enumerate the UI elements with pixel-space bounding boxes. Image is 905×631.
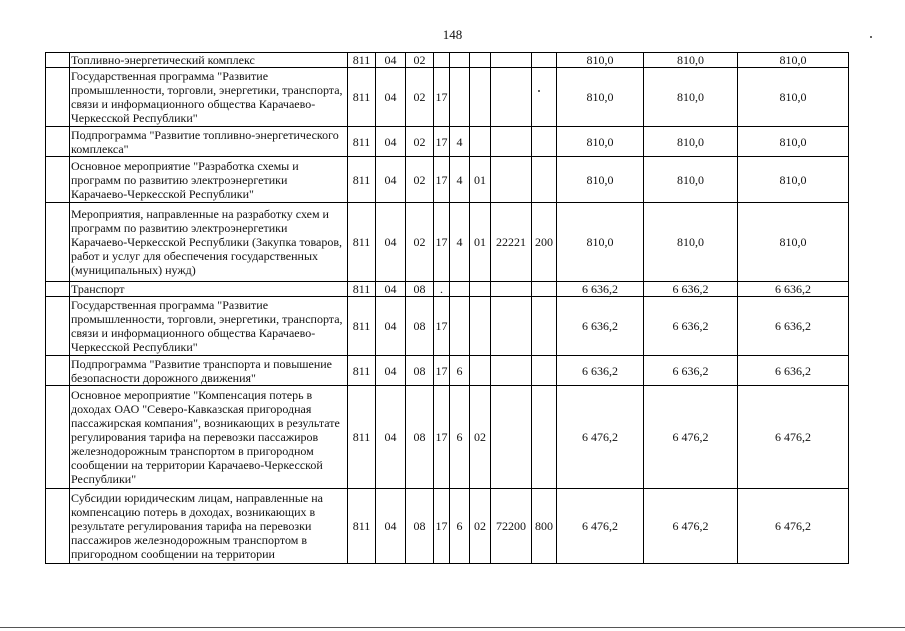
sum-year3-cell: 6 636,2 <box>738 282 849 297</box>
code-pr-cell: 08 <box>406 356 434 386</box>
row-name-cell: Основное мероприятие "Компенсация потерь в доходах ОАО "Северо-Кавказская пригородная пассажирская компания", возникающих в результате регулирования тарифа на перевозки пассажиров железнодорожным транспортом в пригородном сообщении на территории Карачаево-Черкесской Республики" <box>70 386 348 489</box>
page-bottom-edge <box>0 627 905 628</box>
code-pr-cell: 02 <box>406 53 434 68</box>
row-index-cell <box>46 386 70 489</box>
code-cs-subprogram-cell: 4 <box>450 157 470 203</box>
code-gr-cell: 811 <box>348 53 376 68</box>
code-cs-subprogram-cell: 4 <box>450 127 470 157</box>
code-pr-cell: 02 <box>406 68 434 127</box>
sum-year2-cell: 6 636,2 <box>644 282 738 297</box>
code-cs-subprogram-cell: 6 <box>450 386 470 489</box>
code-cs-subprogram-cell <box>450 68 470 127</box>
code-rz-cell: 04 <box>376 386 406 489</box>
code-pr-cell: 08 <box>406 489 434 564</box>
code-vr-cell <box>532 386 557 489</box>
row-name-cell: Субсидии юридическим лицам, направленные на компенсацию потерь в доходах, возникающих в результате регулирования тарифа на перевозки пассажиров железнодорожным транспортом в пригородном сообщении на территории <box>70 489 348 564</box>
sum-year3-cell: 810,0 <box>738 127 849 157</box>
sum-year2-cell: 810,0 <box>644 127 738 157</box>
row-index-cell <box>46 356 70 386</box>
sum-year3-cell: 6 636,2 <box>738 356 849 386</box>
code-cs-program-cell: 17 <box>434 489 450 564</box>
code-cs-subprogram-cell <box>450 297 470 356</box>
row-name-cell: Подпрограмма "Развитие транспорта и повышение безопасности дорожного движения" <box>70 356 348 386</box>
code-pr-cell: 08 <box>406 297 434 356</box>
code-cs-direction-cell <box>491 386 532 489</box>
code-gr-cell: 811 <box>348 203 376 282</box>
code-cs-direction-cell <box>491 157 532 203</box>
code-cs-program-cell: 17 <box>434 68 450 127</box>
code-cs-event-cell <box>470 68 491 127</box>
sum-year3-cell: 810,0 <box>738 157 849 203</box>
sum-year1-cell: 810,0 <box>557 127 644 157</box>
code-gr-cell: 811 <box>348 489 376 564</box>
sum-year3-cell: 6 636,2 <box>738 297 849 356</box>
code-cs-subprogram-cell: 6 <box>450 356 470 386</box>
code-pr-cell: 08 <box>406 386 434 489</box>
sum-year2-cell: 6 636,2 <box>644 297 738 356</box>
code-pr-cell: 02 <box>406 203 434 282</box>
code-cs-event-cell <box>470 127 491 157</box>
code-cs-program-cell: 17 <box>434 386 450 489</box>
code-cs-event-cell <box>470 356 491 386</box>
sum-year1-cell: 810,0 <box>557 68 644 127</box>
code-cs-subprogram-cell <box>450 282 470 297</box>
row-name-cell: Подпрограмма "Развитие топливно-энергетического комплекса" <box>70 127 348 157</box>
code-cs-event-cell <box>470 53 491 68</box>
code-cs-subprogram-cell: 4 <box>450 203 470 282</box>
code-rz-cell: 04 <box>376 68 406 127</box>
code-cs-program-cell: 17 <box>434 127 450 157</box>
row-index-cell <box>46 282 70 297</box>
code-vr-cell <box>532 356 557 386</box>
sum-year1-cell: 6 636,2 <box>557 282 644 297</box>
table-row <box>46 297 849 356</box>
sum-year1-cell: 810,0 <box>557 157 644 203</box>
code-cs-program-cell: 17 <box>434 297 450 356</box>
table-row <box>46 489 849 564</box>
row-name-cell: Основное мероприятие "Разработка схемы и программ по развитию электроэнергетики Карачаево-Черкесской Республики" <box>70 157 348 203</box>
code-rz-cell: 04 <box>376 489 406 564</box>
code-cs-direction-cell <box>491 127 532 157</box>
code-cs-program-cell: 17 <box>434 157 450 203</box>
code-vr-cell: 800 <box>532 489 557 564</box>
code-gr-cell: 811 <box>348 356 376 386</box>
table-row <box>46 127 849 157</box>
sum-year3-cell: 6 476,2 <box>738 489 849 564</box>
table-row <box>46 53 849 68</box>
row-index-cell <box>46 127 70 157</box>
code-cs-program-cell <box>434 53 450 68</box>
code-rz-cell: 04 <box>376 53 406 68</box>
code-rz-cell: 04 <box>376 297 406 356</box>
row-index-cell <box>46 157 70 203</box>
code-rz-cell: 04 <box>376 157 406 203</box>
row-index-cell <box>46 203 70 282</box>
code-pr-cell: 02 <box>406 157 434 203</box>
scan-speck <box>870 36 872 38</box>
code-cs-event-cell: 01 <box>470 157 491 203</box>
code-cs-direction-cell: 22221 <box>491 203 532 282</box>
code-cs-direction-cell <box>491 282 532 297</box>
code-cs-event-cell <box>470 282 491 297</box>
code-cs-program-cell: . <box>434 282 450 297</box>
code-vr-cell <box>532 157 557 203</box>
code-cs-event-cell <box>470 297 491 356</box>
code-gr-cell: 811 <box>348 282 376 297</box>
table-row <box>46 203 849 282</box>
code-cs-direction-cell <box>491 356 532 386</box>
code-cs-event-cell: 01 <box>470 203 491 282</box>
row-index-cell <box>46 489 70 564</box>
row-name-cell: Транспорт <box>70 282 348 297</box>
row-index-cell <box>46 297 70 356</box>
row-name-cell: Государственная программа "Развитие промышленности, торговли, энергетики, транспорта, связи и информационного общества Карачаево-Черкесской Республики" <box>70 297 348 356</box>
table-row <box>46 386 849 489</box>
code-pr-cell: 02 <box>406 127 434 157</box>
row-name-cell: Мероприятия, направленные на разработку схем и программ по развитию электроэнергетики Карачаево-Черкесской Республики (Закупка товаров, работ и услуг для обеспечения государственных (муниципальных) нужд) <box>70 203 348 282</box>
code-rz-cell: 04 <box>376 127 406 157</box>
code-cs-program-cell: 17 <box>434 203 450 282</box>
code-pr-cell: 08 <box>406 282 434 297</box>
code-vr-cell <box>532 127 557 157</box>
page-number: 148 <box>442 27 463 42</box>
sum-year1-cell: 6 476,2 <box>557 386 644 489</box>
sum-year3-cell: 6 476,2 <box>738 386 849 489</box>
code-gr-cell: 811 <box>348 157 376 203</box>
code-vr-cell <box>532 68 557 127</box>
table-row <box>46 157 849 203</box>
sum-year2-cell: 6 476,2 <box>644 386 738 489</box>
sum-year3-cell: 810,0 <box>738 203 849 282</box>
sum-year2-cell: 810,0 <box>644 53 738 68</box>
table-row <box>46 282 849 297</box>
sum-year2-cell: 810,0 <box>644 203 738 282</box>
sum-year1-cell: 6 636,2 <box>557 356 644 386</box>
sum-year2-cell: 6 636,2 <box>644 356 738 386</box>
code-vr-cell <box>532 297 557 356</box>
sum-year2-cell: 810,0 <box>644 68 738 127</box>
sum-year1-cell: 6 636,2 <box>557 297 644 356</box>
code-cs-event-cell: 02 <box>470 489 491 564</box>
row-name-cell: Топливно-энергетический комплекс <box>70 53 348 68</box>
code-cs-direction-cell <box>491 53 532 68</box>
code-rz-cell: 04 <box>376 356 406 386</box>
sum-year3-cell: 810,0 <box>738 53 849 68</box>
sum-year1-cell: 810,0 <box>557 53 644 68</box>
sum-year3-cell: 810,0 <box>738 68 849 127</box>
sum-year2-cell: 6 476,2 <box>644 489 738 564</box>
code-cs-direction-cell <box>491 68 532 127</box>
code-cs-subprogram-cell <box>450 53 470 68</box>
table-row <box>46 356 849 386</box>
scan-speck <box>538 90 540 92</box>
code-vr-cell: 200 <box>532 203 557 282</box>
row-index-cell <box>46 53 70 68</box>
code-gr-cell: 811 <box>348 127 376 157</box>
code-gr-cell: 811 <box>348 68 376 127</box>
code-vr-cell <box>532 53 557 68</box>
code-cs-direction-cell <box>491 297 532 356</box>
code-gr-cell: 811 <box>348 297 376 356</box>
code-vr-cell <box>532 282 557 297</box>
code-rz-cell: 04 <box>376 282 406 297</box>
code-cs-subprogram-cell: 6 <box>450 489 470 564</box>
code-rz-cell: 04 <box>376 203 406 282</box>
code-cs-event-cell: 02 <box>470 386 491 489</box>
sum-year1-cell: 810,0 <box>557 203 644 282</box>
table-row <box>46 68 849 127</box>
code-cs-direction-cell: 72200 <box>491 489 532 564</box>
code-gr-cell: 811 <box>348 386 376 489</box>
code-cs-program-cell: 17 <box>434 356 450 386</box>
row-name-cell: Государственная программа "Развитие промышленности, торговли, энергетики, транспорта, связи и информационного общества Карачаево-Черкесской Республики" <box>70 68 348 127</box>
row-index-cell <box>46 68 70 127</box>
sum-year2-cell: 810,0 <box>644 157 738 203</box>
budget-table <box>45 52 849 564</box>
sum-year1-cell: 6 476,2 <box>557 489 644 564</box>
